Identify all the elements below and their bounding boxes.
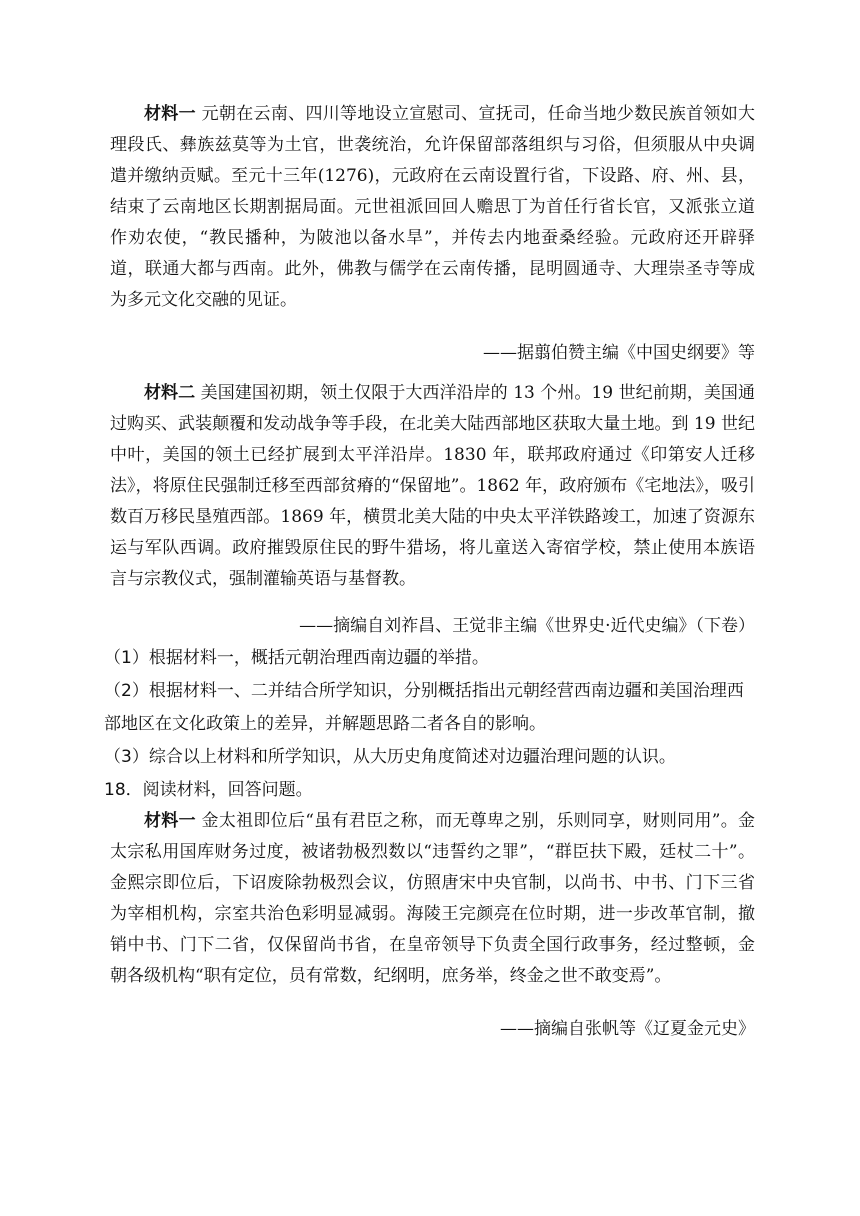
material-1-text: 元朝在云南、四川等地设立宣慰司、宣抚司，任命当地少数民族首领如大理段氏、彝族兹莫等为土官，世袭统治，允许保留部落组织与习俗，但须服从中央调遣并缴纳贡赋。至元十三年(1276)，元政府在云南设置行省，下设路、府、州、县，结束了云南地区长期割据局面。元世祖派回回人赡思丁为首任行省长官，又派张立道作劝农使，“教民播种，为陂池以备水旱”，并传去内地蚕桑经验。元政府还开辟驿道，联通大都与西南。此外，佛教与儒学在云南传播，昆明圆通寺、大理崇圣寺等成为多元文化交融的见证。 [110, 104, 756, 310]
material-2-us-paragraph [110, 378, 755, 595]
material-1-source: ——据翦伯赞主编《中国史纲要》等 [483, 343, 755, 363]
question-3: （3）综合以上材料和所学知识，从大历史角度简述对边疆治理问题的认识。 [104, 747, 676, 767]
question-1: （1）根据材料一，概括元朝治理西南边疆的举措。 [104, 648, 489, 668]
material-1-label: 材料一 [144, 104, 196, 124]
q18-material-1-source: ——摘编自张帆等《辽夏金元史》 [500, 1019, 755, 1039]
material-1-yuan-paragraph [110, 99, 755, 316]
question-2-line-2: 部地区在文化政策上的差异，并解题思路二者各自的影响。 [104, 714, 546, 734]
material-2-label: 材料二 [144, 383, 196, 403]
material-2-text: 美国建国初期，领土仅限于大西洋沿岸的 13 个州。19 世纪前期，美国通过购买、武装颠覆和发动战争等手段，在北美大陆西部地区获取大量土地。到 19 世纪中叶，美国的领土已经扩展到太平洋沿岸。1830 年，联邦政府通过《印第安人迁移法》，将原住民强制迁移至西部贫瘠的“保留地”。1862 年，政府颁布《宅地法》，吸引数百万移民垦殖西部。1869 年，横贯北美大陆的中央太平洋铁路竣工，加速了资源东运与军队西调。政府摧毁原住民的野牛猎场，将儿童送入寄宿学校，禁止使用本族语言与宗教仪式，强制灌输英语与基督教。 [110, 383, 755, 589]
q18-material-1-label: 材料一 [144, 811, 196, 831]
q18-material-1-text: 金太祖即位后“虽有君臣之称，而无尊卑之别，乐则同享，财则同用”。金太宗私用国库财务过度，被诸勃极烈数以“违誓约之罪”，“群臣扶下殿，廷杖二十”。金熙宗即位后，下诏废除勃极烈会议，仿照唐宋中央官制，以尚书、中书、门下三省为宰相机构，宗室共治色彩明显减弱。海陵王完颜亮在位时期，进一步改革官制，撤销中书、门下二省，仅保留尚书省，在皇帝领导下负责全国行政事务，经过整顿，金朝各级机构“职有定位，员有常数，纪纲明，庶务举，终金之世不敢变焉”。 [110, 811, 755, 986]
q18-material-1-paragraph [110, 806, 755, 992]
question-18-title: 18．阅读材料，回答问题。 [104, 780, 313, 800]
material-2-source: ——摘编自刘祚昌、王觉非主编《世界史·近代史编》（下卷） [299, 616, 755, 636]
question-2-line-1: （2）根据材料一、二并结合所学知识，分别概括指出元朝经营西南边疆和美国治理西 [104, 681, 744, 701]
